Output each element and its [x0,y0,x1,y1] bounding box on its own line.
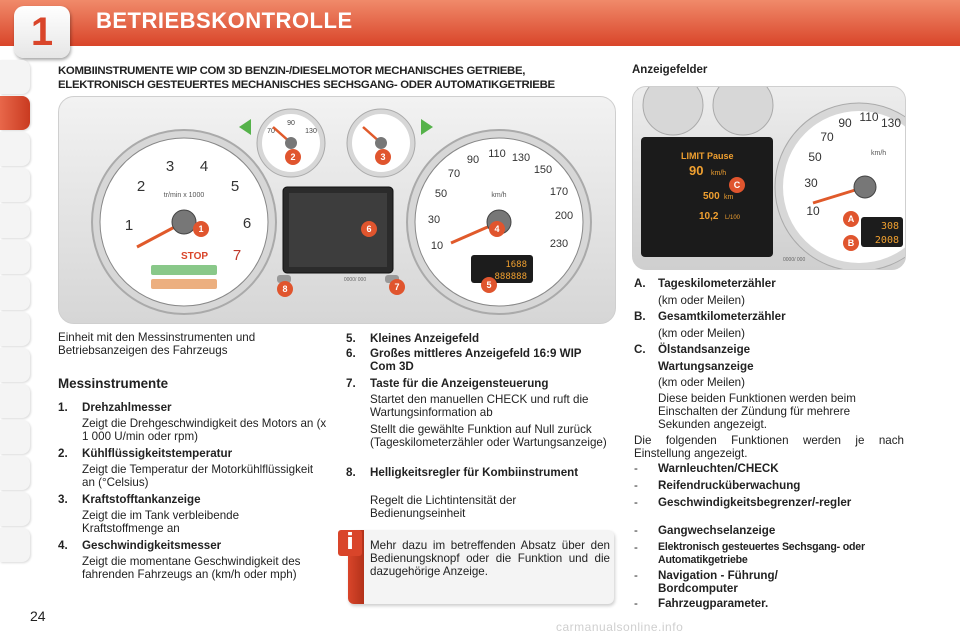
item-c-title-2: Wartungsanzeige [658,360,754,373]
chapter-number: 1 [30,10,54,54]
subheading-line-2: ELEKTRONISCH GESTEUERTES MECHANISCHES SECHSGANG- ODER AUTOMATIKGETRIEBE [58,79,555,91]
speed-tick: 200 [554,210,574,222]
detail-button-legend: 0000/ 000 [783,257,806,263]
detail-fuel-gauge [713,87,773,135]
temp-tick: 130 [305,128,317,135]
item-b-desc: (km oder Meilen) [658,327,745,340]
side-tab[interactable] [0,240,30,274]
callout-a-label: A [847,214,855,224]
display-detail-illustration [632,86,906,270]
subheading-line-1: KOMBIINSTRUMENTE WIP COM 3D BENZIN-/DIESELMOTOR MECHANISCHES GETRIEBE, [58,65,526,77]
function-dash: - [634,496,638,509]
item-7-title: Taste für die Anzeigensteuerung [370,377,549,390]
speed-tick: 10 [430,240,444,252]
watermark-text: carmanualsonline.info [556,620,684,634]
function-item: Geschwindigkeitsbegrenzer/-regler [658,496,852,509]
tacho-tick: 2 [136,178,146,195]
detail-speed-tick: 50 [808,150,822,164]
temp-tick: 90 [287,120,295,127]
item-c-title-1: Ölstandsanzeige [658,343,751,356]
info-note-box [348,530,614,604]
button-legend: 0000/ 000 [343,277,367,283]
detail-temp-gauge [643,87,703,135]
function-item: Navigation - Führung/ Bordcomputer [658,569,778,595]
item-7-desc: Startet den manuellen CHECK und ruft die Wartungsinformation ab [370,393,589,419]
tacho-hub [172,210,196,234]
detail-speed-unit: km/h [871,150,887,157]
item-b-label: B. [634,310,646,323]
item-6-title: Großes mittleres Anzeigefeld 16:9 WIP Com 3D [370,347,582,373]
item-6-num: 6. [346,347,356,360]
function-dash: - [634,462,638,475]
warning-lights-row-1 [151,265,217,275]
callout-4-label: 4 [494,224,500,234]
tacho-unit: tr/min x 1000 [163,192,205,199]
item-3-desc: Zeigt die im Tank verbleibende Kraftstoffmenge an [82,509,240,535]
page-number: 24 [30,608,46,624]
detail-speed-tick: 70 [820,130,834,144]
side-tab[interactable] [0,528,30,562]
function-item: Reifendrucküberwachung [658,479,801,492]
detail-speed-tick: 110 [859,110,879,124]
side-tab[interactable] [0,384,30,418]
fuel-consumption: 10,2 [699,211,719,222]
item-7-num: 7. [346,377,356,390]
item-a-label: A. [634,277,646,290]
item-4-desc: Zeigt die momentane Geschwindigkeit des fahrenden Fahrzeugs an (km/h oder mph) [82,555,301,581]
functions-intro: Die folgenden Funktionen werden je nach Einstellung angezeigt. [634,434,904,460]
item-3-title: Kraftstofftankanzeige [82,493,201,506]
item-4-title: Geschwindigkeitsmesser [82,539,222,552]
function-dash: - [634,541,638,554]
speedo-unit: km/h [491,192,507,199]
callout-8-label: 8 [282,284,288,294]
side-tab[interactable] [0,492,30,526]
item-4-num: 4. [58,539,68,552]
tacho-tick: 5 [230,178,240,195]
temp-tick: 70 [267,128,275,135]
detail-svg [633,87,905,269]
item-1-title: Drehzahlmesser [82,401,172,414]
fuel-consumption-unit: L/100 [725,215,741,221]
function-dash: - [634,597,638,610]
info-note-text: Mehr dazu im betreffenden Absatz über den Bedienungsknopf oder die Funktion und die dazugehörige Anzeige. [370,539,610,578]
limit-speed: 90 [689,163,704,178]
section-heading: Messinstrumente [58,376,169,391]
speed-tick: 50 [434,188,448,200]
chapter-badge [14,6,70,58]
stop-label: STOP [181,251,209,262]
item-5-title: Kleines Anzeigefeld [370,332,480,345]
odo-bottom: 888888 [494,272,527,282]
speed-tick: 110 [488,148,506,160]
limit-text: LIMIT Pause [681,151,734,161]
page-title: BETRIEBSKONTROLLE [96,8,353,33]
callout-6-label: 6 [366,224,372,234]
side-tab[interactable] [0,348,30,382]
item-2-title: Kühlflüssigkeitstemperatur [82,447,233,460]
detail-speed-tick: 30 [804,176,818,190]
function-dash: - [634,479,638,492]
function-item: Warnleuchten/CHECK [658,462,779,475]
speed-tick: 230 [549,238,569,250]
detail-speed-tick: 10 [806,204,820,218]
service-km: 500 [703,191,720,202]
warning-lights-row-2 [151,279,217,289]
function-item: Gangwechselanzeige [658,524,776,537]
temp-hub [285,137,297,149]
side-tab[interactable] [0,312,30,346]
tacho-tick: 1 [124,217,134,234]
side-tab[interactable] [0,204,30,238]
side-tab[interactable] [0,420,30,454]
callout-b-label: B [847,238,855,248]
function-item: Elektronisch gesteuertes Sechsgang- oder Automatikgetriebe [658,541,865,566]
cluster-svg [59,97,615,323]
speed-tick: 130 [511,152,531,164]
detail-speed-tick: 90 [838,116,852,130]
function-item: Fahrzeugparameter. [658,597,769,610]
turn-left-icon [239,119,251,135]
anzeigefelder-heading: Anzeigefelder [632,64,708,76]
tacho-tick: 7 [232,247,242,264]
limit-unit: km/h [711,170,727,177]
item-2-num: 2. [58,447,68,460]
side-tab-active[interactable] [0,96,30,130]
item-5-num: 5. [346,332,356,345]
speed-tick: 170 [549,186,569,198]
speed-tick: 70 [447,168,461,180]
fuel-hub [375,137,387,149]
speed-tick: 150 [533,164,553,176]
item-8-num: 8. [346,466,356,479]
item-c-note: Diese beiden Funktionen werden beim Einschalten der Zündung für mehrere Sekunden angezeigt. [658,392,856,431]
side-tab[interactable] [0,132,30,166]
callout-3-label: 3 [380,152,386,162]
speed-tick: 30 [427,214,441,226]
instrument-cluster-illustration [58,96,616,324]
intro-text: Einheit mit den Messinstrumenten und Betriebsanzeigen des Fahrzeugs [58,331,256,357]
side-tab[interactable] [0,456,30,490]
callout-c-label: C [733,180,741,190]
tacho-tick: 6 [242,215,252,232]
detail-speed-tick: 130 [880,116,902,130]
section-subheading [58,64,618,92]
callout-1-label: 1 [198,224,204,234]
info-icon: i [338,530,362,556]
item-7-desc2: Stellt die gewählte Funktion auf Null zurück (Tageskilometerzähler oder Wartungsanzeige) [370,423,607,449]
tacho-tick: 3 [165,158,175,175]
item-8-desc: Regelt die Lichtintensität der Bedienungseinheit [370,494,517,520]
item-c-label: C. [634,343,646,356]
turn-right-icon [421,119,433,135]
callout-5-label: 5 [486,280,492,290]
item-c-desc: (km oder Meilen) [658,376,745,389]
service-unit: km [724,194,734,201]
odo-top: 1688 [505,260,527,270]
trip-odometer: 308 [880,221,899,232]
callout-7-label: 7 [394,282,400,292]
function-dash: - [634,569,638,582]
item-a-desc: (km oder Meilen) [658,294,745,307]
side-tab[interactable] [0,276,30,310]
detail-speedo-hub [854,176,876,198]
side-tab[interactable] [0,168,30,202]
item-1-num: 1. [58,401,68,414]
callout-2-label: 2 [290,152,296,162]
tacho-tick: 4 [199,158,209,175]
item-a-title: Tageskilometerzähler [658,277,776,290]
item-1-desc: Zeigt die Drehgeschwindigkeit des Motors an (x 1 000 U/min oder rpm) [82,417,327,443]
item-2-desc: Zeigt die Temperatur der Motorkühlflüssigkeit an (°Celsius) [82,463,314,489]
speed-tick: 90 [466,154,480,166]
item-b-title: Gesamtkilometerzähler [658,310,786,323]
side-tab[interactable] [0,60,30,94]
total-odometer: 2008 [874,235,899,246]
function-dash: - [634,524,638,537]
item-3-num: 3. [58,493,68,506]
item-8-title: Helligkeitsregler für Kombiinstrument [370,466,579,479]
